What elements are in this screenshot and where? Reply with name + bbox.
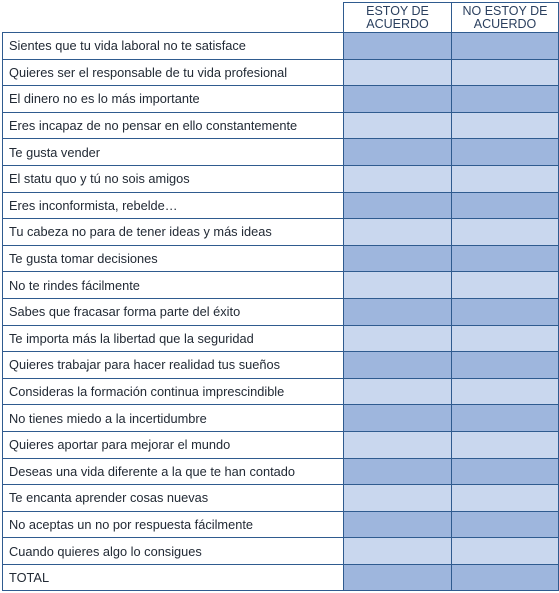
agree-cell[interactable] [344, 378, 452, 405]
agree-cell[interactable] [344, 272, 452, 299]
agree-cell[interactable] [344, 458, 452, 485]
statement-label: Sabes que fracasar forma parte del éxito [3, 298, 344, 325]
statement-row [3, 112, 559, 139]
agree-cell[interactable] [344, 352, 452, 379]
statement-label: Te importa más la libertad que la seguridad [3, 325, 344, 352]
statement-row [3, 352, 559, 379]
disagree-cell[interactable] [452, 298, 559, 325]
statement-label: Eres incapaz de no pensar en ello constantemente [3, 112, 344, 139]
statement-label: Sientes que tu vida laboral no te satisface [3, 33, 344, 60]
statement-row [3, 165, 559, 192]
statement-label: Tu cabeza no para de tener ideas y más ideas [3, 219, 344, 246]
disagree-cell[interactable] [452, 405, 559, 432]
disagree-cell[interactable] [452, 431, 559, 458]
statement-row [3, 458, 559, 485]
statement-row [3, 485, 559, 512]
statement-row [3, 192, 559, 219]
agree-cell[interactable] [344, 112, 452, 139]
agree-cell[interactable] [344, 86, 452, 113]
agree-cell[interactable] [344, 219, 452, 246]
disagree-cell[interactable] [452, 458, 559, 485]
survey-table [2, 2, 559, 591]
disagree-cell[interactable] [452, 538, 559, 565]
agree-cell[interactable] [344, 245, 452, 272]
disagree-cell[interactable] [452, 352, 559, 379]
disagree-cell[interactable] [452, 33, 559, 60]
disagree-cell[interactable] [452, 511, 559, 538]
disagree-cell[interactable] [452, 245, 559, 272]
total-label: TOTAL [3, 564, 344, 591]
statement-row [3, 33, 559, 60]
statement-row [3, 219, 559, 246]
statement-row [3, 378, 559, 405]
statement-row [3, 431, 559, 458]
agree-cell[interactable] [344, 139, 452, 166]
statement-label: Te gusta vender [3, 139, 344, 166]
agree-cell[interactable] [344, 511, 452, 538]
total-row [3, 564, 559, 591]
statement-label: El dinero no es lo más importante [3, 86, 344, 113]
statement-label: Eres inconformista, rebelde… [3, 192, 344, 219]
statement-row [3, 86, 559, 113]
statement-row [3, 245, 559, 272]
disagree-cell[interactable] [452, 165, 559, 192]
header-corner [3, 3, 344, 33]
agree-cell[interactable] [344, 192, 452, 219]
statement-row [3, 59, 559, 86]
statement-row [3, 139, 559, 166]
disagree-cell[interactable] [452, 485, 559, 512]
agree-cell[interactable] [344, 325, 452, 352]
statement-row [3, 511, 559, 538]
statement-label: Deseas una vida diferente a la que te han contado [3, 458, 344, 485]
disagree-cell[interactable] [452, 192, 559, 219]
disagree-cell[interactable] [452, 139, 559, 166]
statement-row [3, 538, 559, 565]
total-disagree-cell[interactable] [452, 564, 559, 591]
statement-row [3, 272, 559, 299]
agree-cell[interactable] [344, 485, 452, 512]
column-header-agree: ESTOY DE ACUERDO [344, 3, 452, 33]
statement-label: Cuando quieres algo lo consigues [3, 538, 344, 565]
statement-label: El statu quo y tú no sois amigos [3, 165, 344, 192]
agree-cell[interactable] [344, 165, 452, 192]
statement-label: Quieres aportar para mejorar el mundo [3, 431, 344, 458]
disagree-cell[interactable] [452, 86, 559, 113]
statement-label: No tienes miedo a la incertidumbre [3, 405, 344, 432]
statement-label: Consideras la formación continua imprescindible [3, 378, 344, 405]
agree-cell[interactable] [344, 431, 452, 458]
agree-cell[interactable] [344, 33, 452, 60]
survey-body [3, 33, 559, 591]
statement-label: Quieres trabajar para hacer realidad tus sueños [3, 352, 344, 379]
disagree-cell[interactable] [452, 325, 559, 352]
statement-label: Quieres ser el responsable de tu vida profesional [3, 59, 344, 86]
statement-label: Te gusta tomar decisiones [3, 245, 344, 272]
total-agree-cell[interactable] [344, 564, 452, 591]
statement-row [3, 405, 559, 432]
statement-row [3, 298, 559, 325]
agree-cell[interactable] [344, 298, 452, 325]
header-row [3, 3, 559, 33]
disagree-cell[interactable] [452, 112, 559, 139]
disagree-cell[interactable] [452, 59, 559, 86]
statement-label: No aceptas un no por respuesta fácilmente [3, 511, 344, 538]
column-header-disagree: NO ESTOY DE ACUERDO [452, 3, 559, 33]
disagree-cell[interactable] [452, 219, 559, 246]
statement-label: No te rindes fácilmente [3, 272, 344, 299]
statement-label: Te encanta aprender cosas nuevas [3, 485, 344, 512]
agree-cell[interactable] [344, 538, 452, 565]
statement-row [3, 325, 559, 352]
agree-cell[interactable] [344, 59, 452, 86]
disagree-cell[interactable] [452, 378, 559, 405]
disagree-cell[interactable] [452, 272, 559, 299]
agree-cell[interactable] [344, 405, 452, 432]
